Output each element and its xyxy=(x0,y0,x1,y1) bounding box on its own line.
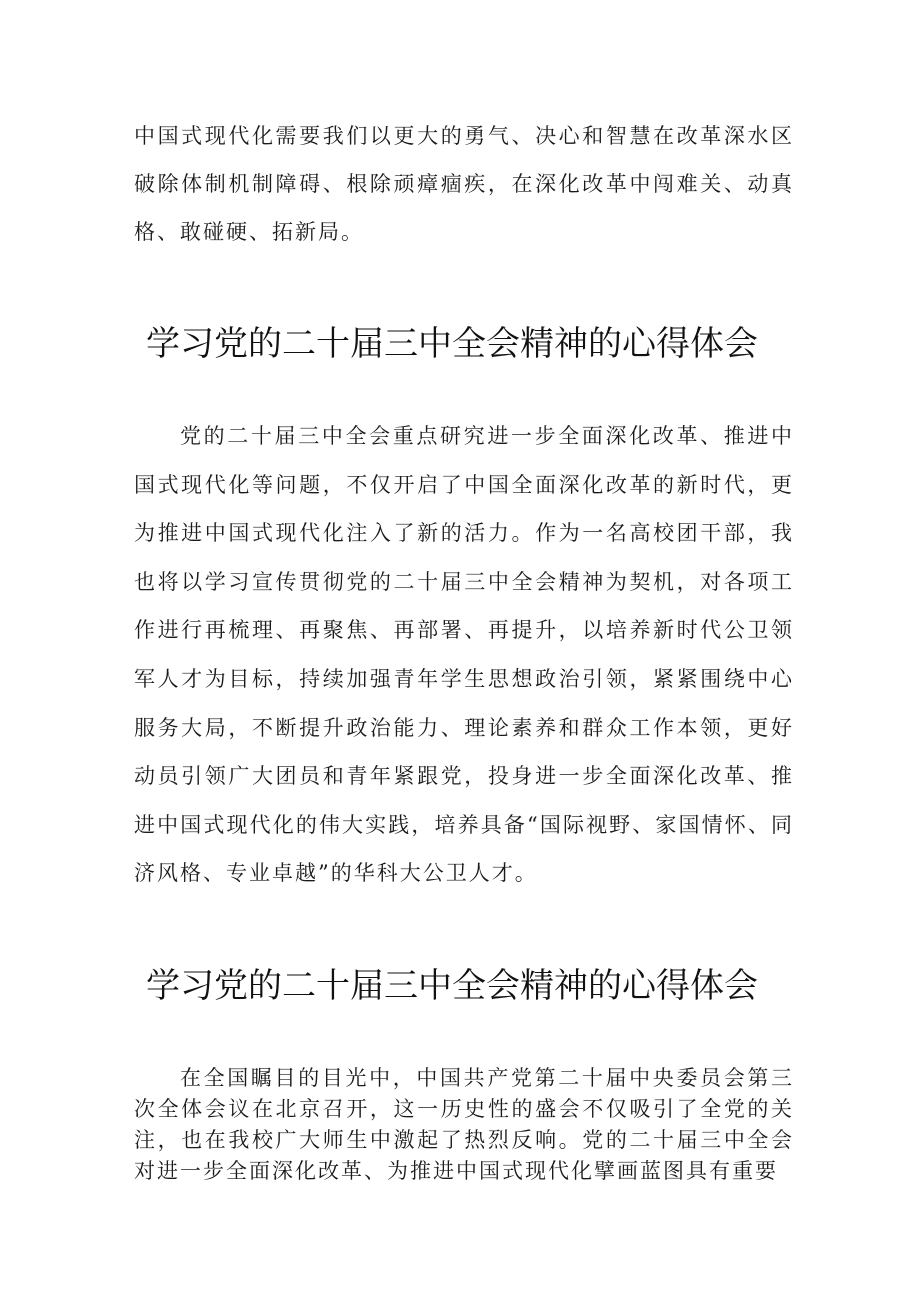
paragraph-section-2: 在全国瞩目的目光中，中国共产党第二十届中央委员会第三次全体会议在北京召开，这一历史性的盛会不仅吸引了全党的关注，也在我校广大师生中激起了热烈反响。党的二十届三中全会对进一步全面深化改革、为推进中国式现代化擘画蓝图具有重要 xyxy=(134,1066,794,1183)
section-heading-2: 学习党的二十届三中全会精神的心得体会 xyxy=(146,966,758,1006)
paragraph-section-1: 党的二十届三中全会重点研究进一步全面深化改革、推进中国式现代化等问题，不仅开启了中国全面深化改革的新时代，更为推进中国式现代化注入了新的活力。作为一名高校团干部，我也将以学习宣传贯彻党的二十届三中全会精神为契机，对各项工作进行再梳理、再聚焦、再部署、再提升，以培养新时代公卫领军人才为目标，持续加强青年学生思想政治引领，紧紧围绕中心服务大局，不断提升政治能力、理论素养和群众工作本领，更好动员引领广大团员和青年紧跟党，投身进一步全面深化改革、推进中国式现代化的伟大实践，培养具备“国际视野、家国情怀、同济风格、专业卓越”的华科大公卫人才。 xyxy=(134,424,794,886)
paragraph-intro: 中国式现代化需要我们以更大的勇气、决心和智慧在改革深水区破除体制机制障碍、根除顽瘴痼疾，在深化改革中闯难关、动真格、敢碰硬、拓新局。 xyxy=(134,124,794,244)
section-heading-1: 学习党的二十届三中全会精神的心得体会 xyxy=(146,324,758,364)
